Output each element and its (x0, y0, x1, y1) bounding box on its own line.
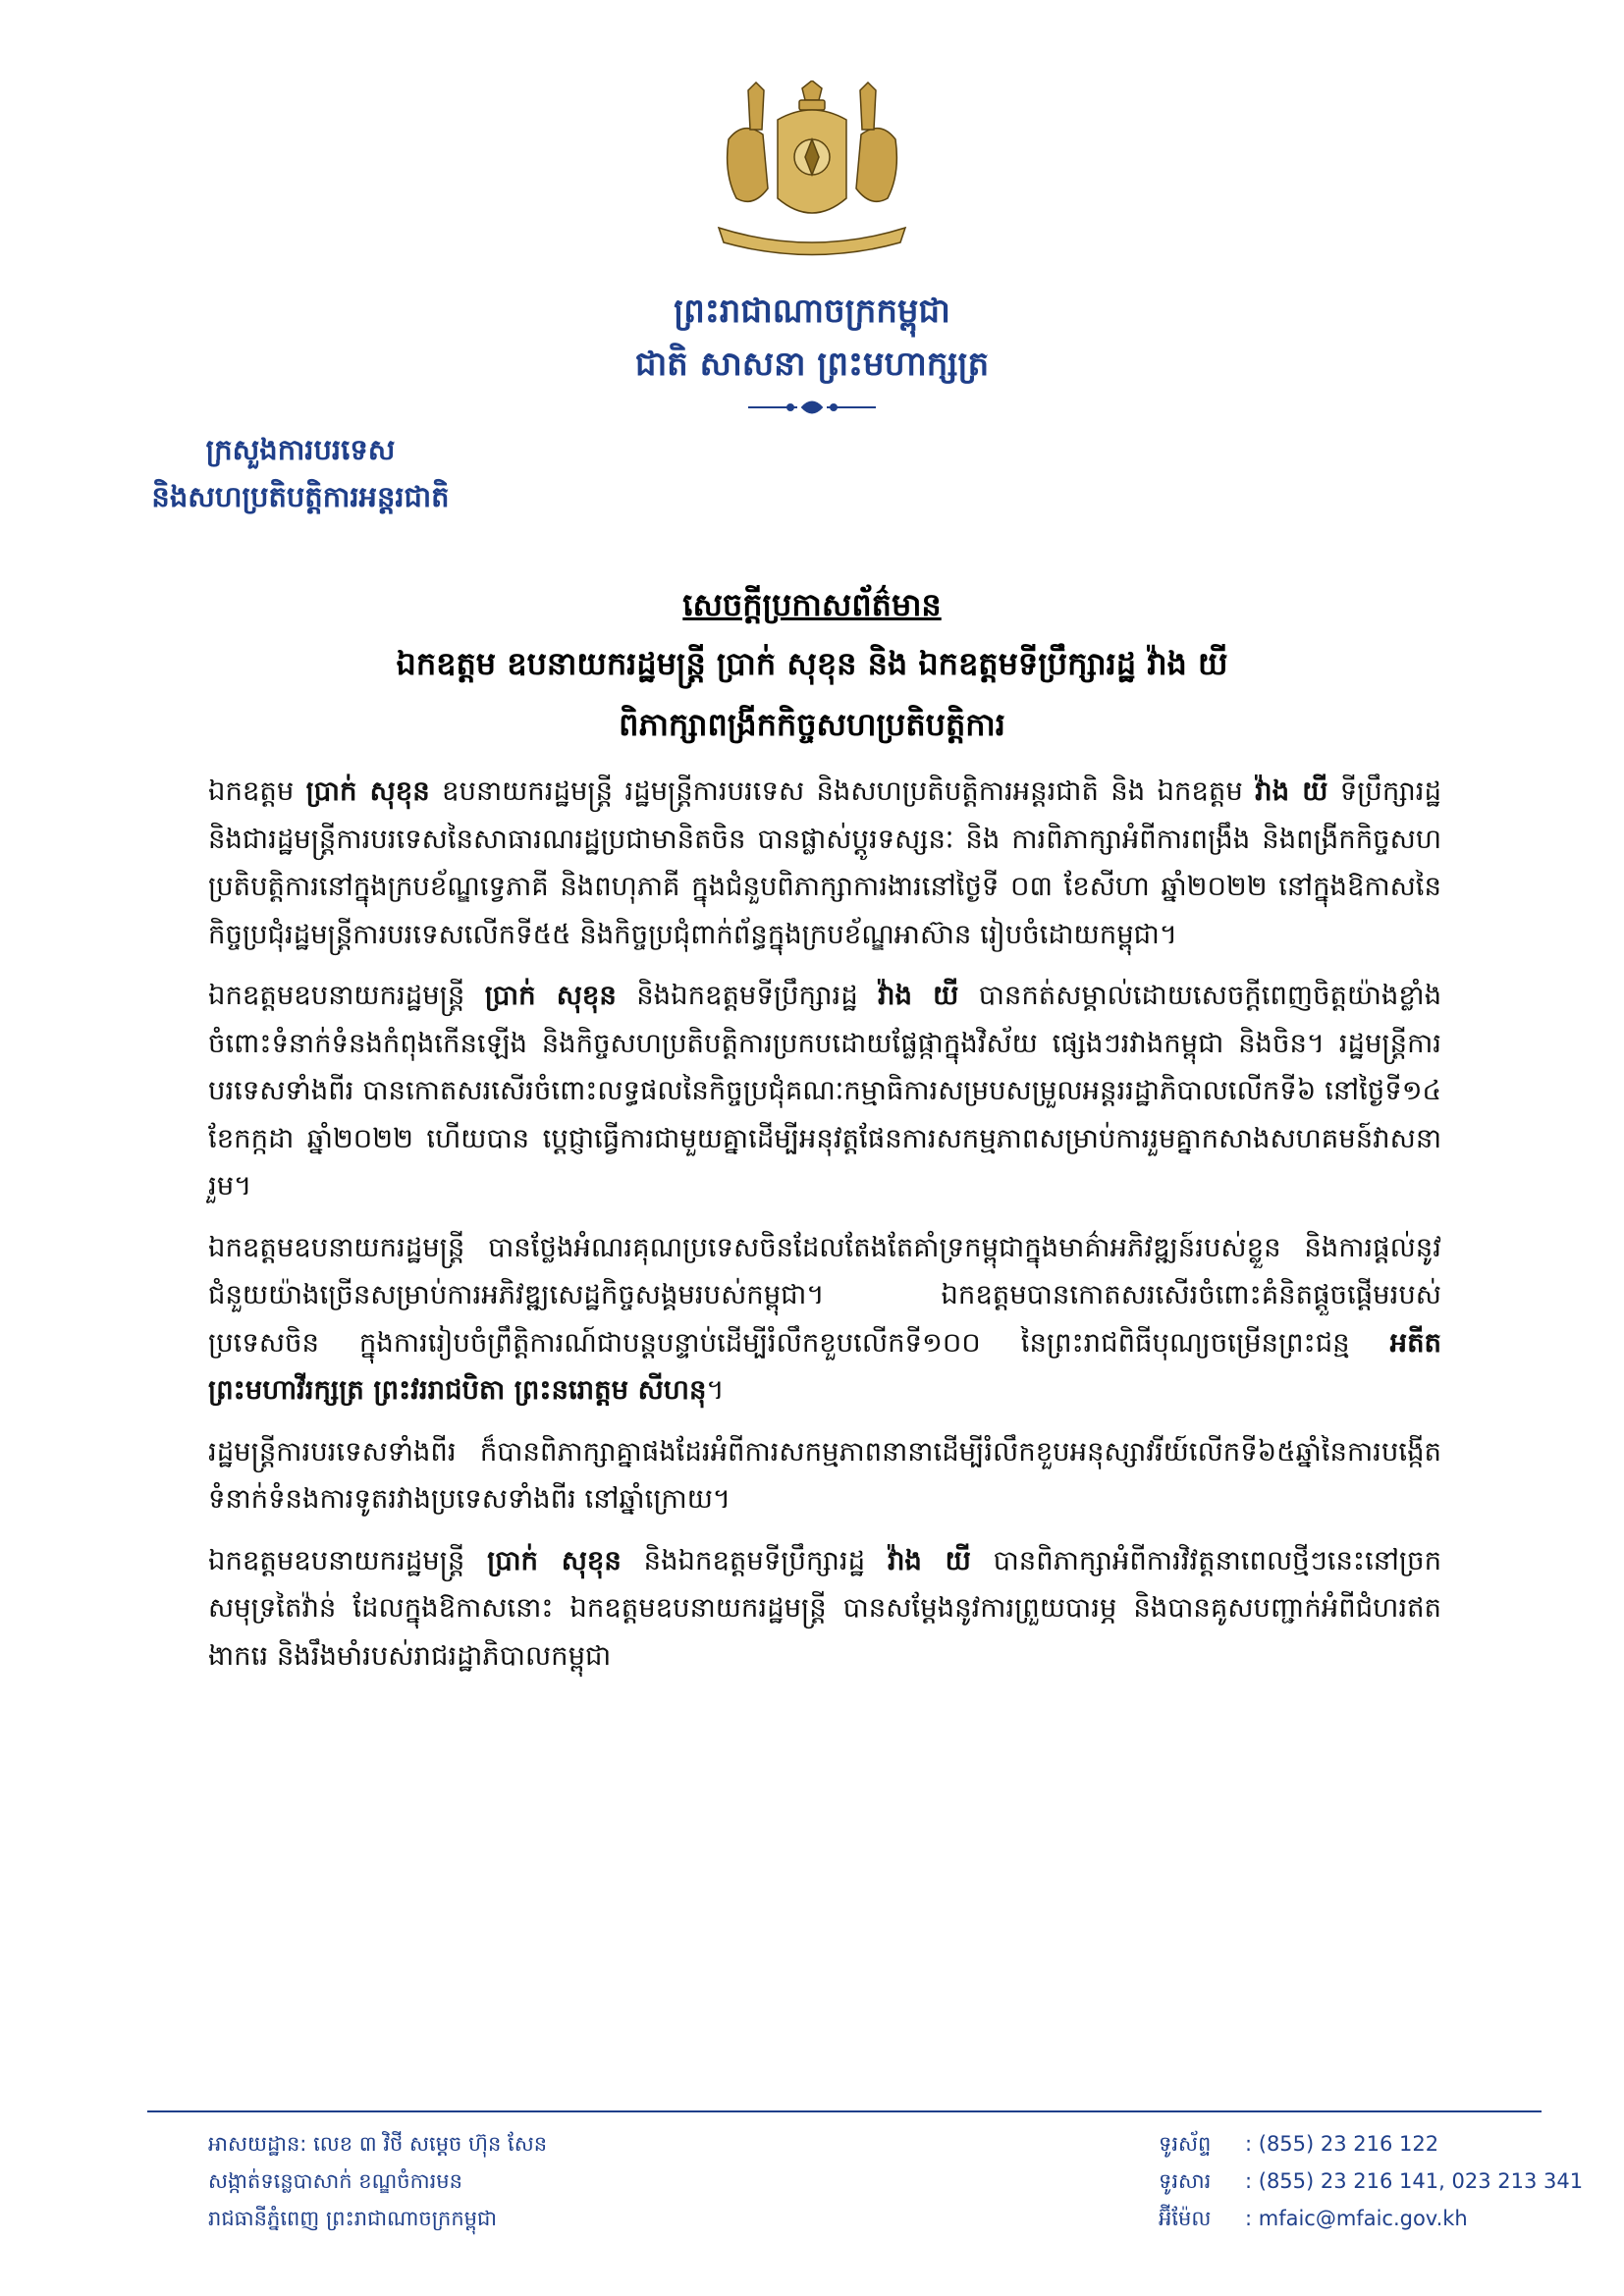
paragraph-5: ឯកឧត្តមឧបនាយករដ្ឋមន្ត្រី ប្រាក់ សុខុន និងឯកឧត្តមទីប្រឹក្សារដ្ឋ វ៉ាង យី បានពិភាក្សាអំពីការវិវត្តនាពេលថ្មីៗនេះនៅច្រកសមុទ្រតៃវ៉ាន់ ដែលក្នុងឱកាសនោះ ឯកឧត្តមឧបនាយករដ្ឋមន្ត្រី បានសម្តែងនូវការព្រួយបារម្ភ និងបានគូសបញ្ជាក់អំពីជំហរឥតងាករេ និងរឹងមាំរបស់រាជរដ្ឋាភិបាលកម្ពុជា (208, 1544, 1442, 1672)
phone-label: ទូរស័ព្ទ (1159, 2132, 1212, 2156)
ministry-name-line2: និងសហប្រតិបត្តិការអន្តរជាតិ (151, 480, 450, 513)
headline-line1: ឯកឧត្តម ឧបនាយករដ្ឋមន្ត្រី ប្រាក់ សុខុន និង ឯកឧត្តមទីប្រឹក្សារដ្ឋ វ៉ាង យី (396, 645, 1228, 682)
national-motto: ជាតិ សាសនា ព្រះមហាក្សត្រ (634, 345, 990, 384)
ministry-name-line1: ក្រសួងការបរទេស (205, 433, 396, 466)
royal-coat-of-arms-emblem (709, 80, 915, 257)
email-address[interactable]: : mfaic@mfaic.gov.kh (1245, 2207, 1468, 2230)
kingdom-title: ព្រះរាជាណាចក្រកម្ពុជា (674, 292, 950, 331)
paragraph-3: ឯកឧត្តមឧបនាយករដ្ឋមន្ត្រី បានថ្លែងអំណរគុណប្រទេសចិនដែលតែងតែគាំទ្រកម្ពុជាក្នុងមាគ៌ាអភិវឌ្ឍន៍របស់ខ្លួន និងការផ្តល់នូវជំនួយយ៉ាងច្រើនសម្រាប់ការអភិវឌ្ឍសេដ្ឋកិច្ចសង្គមរបស់កម្ពុជា។ ឯកឧត្តមបានកោតសរសើរចំពោះគំនិតផ្តួចផ្តើមរបស់ប្រទេសចិន ក្នុងការរៀបចំព្រឹត្តិការណ៍ជាបន្តបន្ទាប់ដើម្បីរំលឹកខួបលើកទី១០០ នៃព្រះរាជពិធីបុណ្យចម្រើនព្រះជន្ម អតីតព្រះមហាវីរក្សត្រ ព្រះវររាជបិតា ព្រះនរោត្តម សីហនុ។ (208, 1231, 1441, 1406)
address-line1: លេខ ៣ វិថី សម្តេច ហ៊ុន សែន (313, 2132, 548, 2156)
address-line2: សង្កាត់ទន្លេបាសាក់ ខណ្ឌចំការមន (208, 2169, 462, 2193)
ornament-divider (743, 397, 881, 418)
document-title: សេចក្តីប្រកាសព័ត៌មាន (682, 586, 942, 623)
footer-divider (147, 2110, 1542, 2112)
fax-label: ទូរសារ (1159, 2169, 1212, 2193)
press-release-body (208, 768, 1441, 1693)
fax-number: : (855) 23 216 141, 023 213 341 (1245, 2169, 1584, 2193)
paragraph-1: ឯកឧត្តម ប្រាក់ សុខុន ឧបនាយករដ្ឋមន្ត្រី រដ្ឋមន្ត្រីការបរទេស និងសហប្រតិបត្តិការអន្តរជាតិ និង ឯកឧត្តម វ៉ាង យី ទីប្រឹក្សារដ្ឋ និងជារដ្ឋមន្ត្រីការបរទេសនៃសាធារណរដ្ឋប្រជាមានិតចិន បានផ្លាស់ប្តូរទស្សនៈ និង ការពិភាក្សាអំពីការពង្រឹង និងពង្រីកកិច្ចសហប្រតិបត្តិការនៅក្នុងក្របខ័ណ្ឌទ្វេភាគី និងពហុភាគី ក្នុងជំនួបពិភាក្សាការងារនៅថ្ងៃទី ០៣ ខែសីហា ឆ្នាំ២០២២ នៅក្នុងឱកាសនៃកិច្ចប្រជុំរដ្ឋមន្ត្រីការបរទេសលើកទី៥៥ និងកិច្ចប្រជុំពាក់ព័ន្ធក្នុងក្របខ័ណ្ឌអាស៊ាន រៀបចំដោយកម្ពុជា។ (208, 775, 1441, 950)
phone-number: : (855) 23 216 122 (1245, 2132, 1439, 2156)
email-label: អ៊ីម៉ែល (1159, 2207, 1212, 2230)
paragraph-4: រដ្ឋមន្ត្រីការបរទេសទាំងពីរ ក៏បានពិភាក្សាគ្នាផងដែរអំពីការសកម្មភាពនានាដើម្បីរំលឹកខួបអនុស្សាវរីយ៍លើកទី៦៥ឆ្នាំនៃការបង្កើតទំនាក់ទំនងការទូតរវាងប្រទេសទាំងពីរ នៅឆ្នាំក្រោយ។ (208, 1435, 1441, 1515)
address-label: អាសយដ្ឋាន: (208, 2132, 307, 2156)
headline-line2: ពិភាក្សាពង្រីកកិច្ចសហប្រតិបត្តិការ (619, 706, 1005, 743)
address-line3: រាជធានីភ្នំពេញ ព្រះរាជាណាចក្រកម្ពុជា (208, 2207, 497, 2230)
paragraph-2: ឯកឧត្តមឧបនាយករដ្ឋមន្ត្រី ប្រាក់ សុខុន និងឯកឧត្តមទីប្រឹក្សារដ្ឋ វ៉ាង យី បានកត់សម្គាល់ដោយសេចក្តីពេញចិត្តយ៉ាងខ្លាំង ចំពោះទំនាក់ទំនងកំពុងកើនឡើង និងកិច្ចសហប្រតិបត្តិការប្រកបដោយផ្លែផ្កាក្នុងវិស័យ ផ្សេងៗរវាងកម្ពុជា និងចិន។ រដ្ឋមន្ត្រីការបរទេសទាំងពីរ បានកោតសរសើរចំពោះលទ្ធផលនៃកិច្ចប្រជុំគណៈកម្មាធិការសម្របសម្រួលអន្តររដ្ឋាភិបាលលើកទី៦ នៅថ្ងៃទី១៤ ខែកក្កដា ឆ្នាំ២០២២ ហើយបាន ប្តេជ្ញាធ្វើការជាមួយគ្នាដើម្បីអនុវត្តផែនការសកម្មភាពសម្រាប់ការរួមគ្នាកសាងសហគមន៍វាសនារួម។ (208, 980, 1442, 1201)
footer-contacts (1159, 2125, 1583, 2237)
footer-address (208, 2125, 547, 2237)
